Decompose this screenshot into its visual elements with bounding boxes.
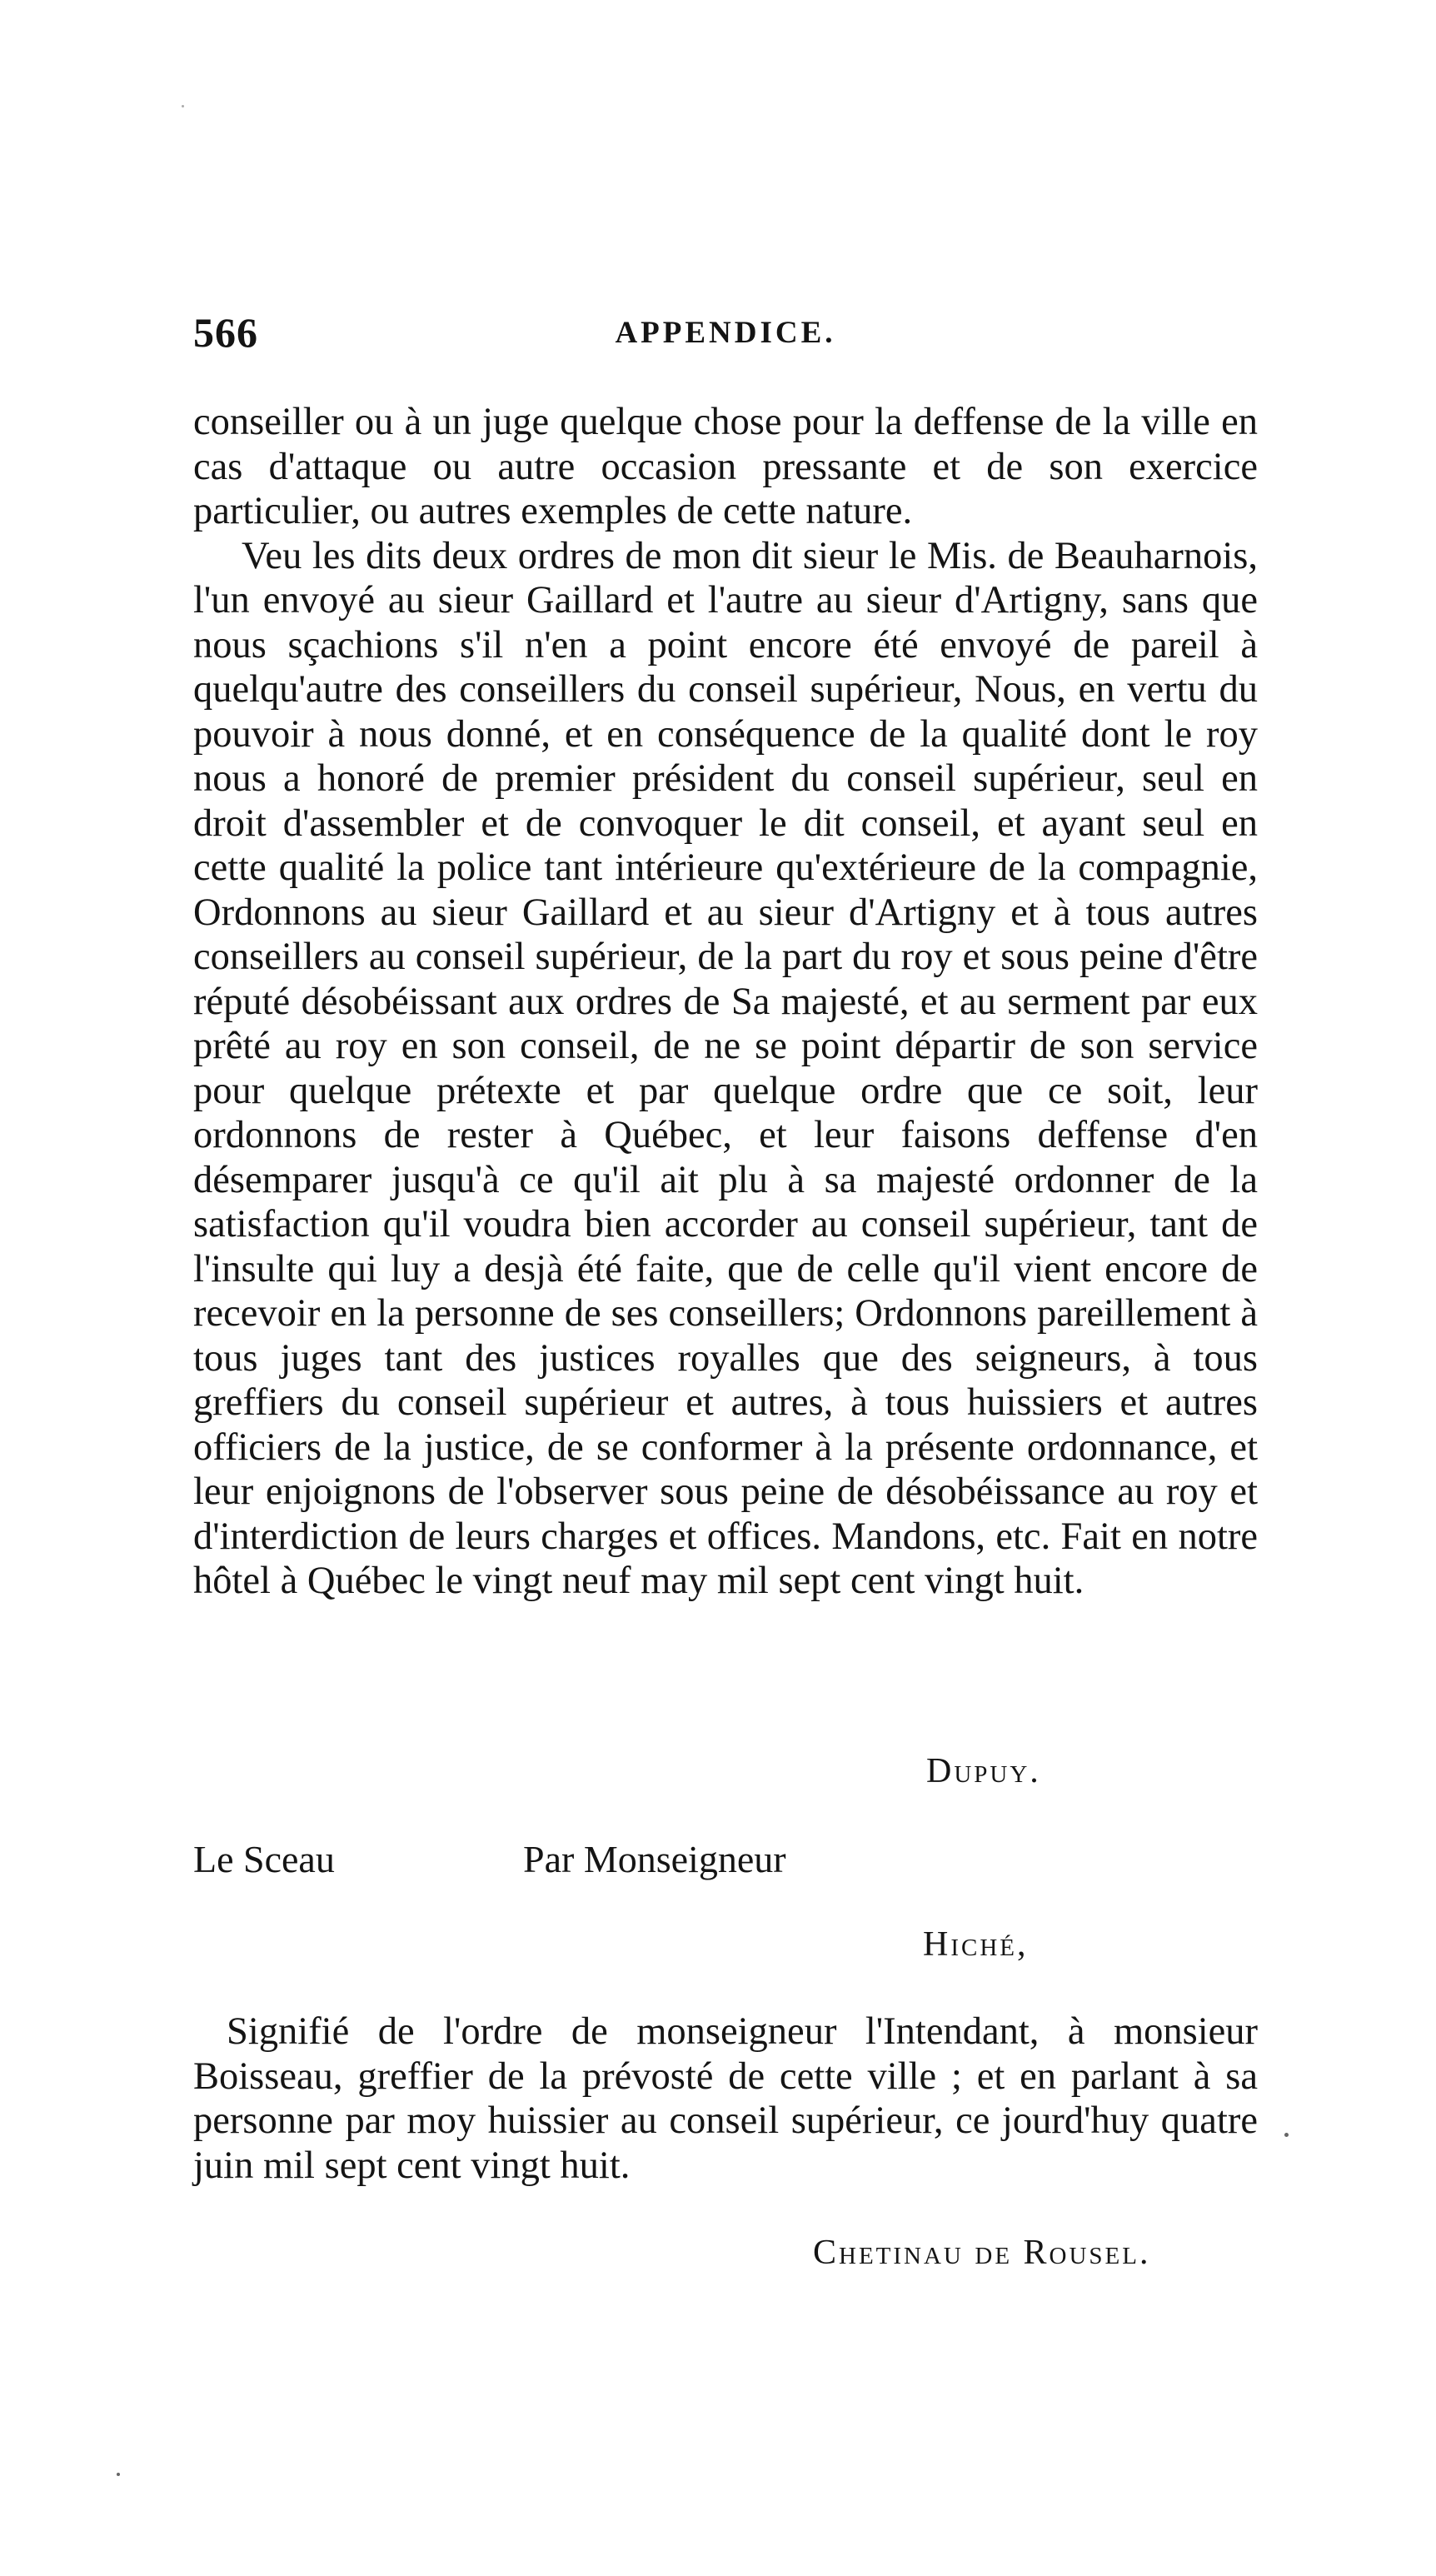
paragraph-2: Veu les dits deux ordres de mon dit sieur le Mis. de Beauharnois, l'un envoyé au sieur Gaillard et l'autre au sieur d'Artigny, sans que nous sçachions s'il n'en a point encore été envoyé de pareil à quelqu'autre des conseillers du conseil supérieur, Nous, en vertu du pouvoir à nous donné, et en conséquence de la qualité dont le roy nous a honoré de premier président du conseil supérieur, seul en droit d'assembler et de convoquer le dit conseil, et ayant seul en cette qualité la police tant intérieure qu'extérieure de la compagnie, Ordonnons au sieur Gaillard et au sieur d'Artigny et à tous autres conseillers au conseil supérieur, de la part du roy et sous peine d'être réputé désobéissant aux ordres de Sa majesté, et au serment par eux prêté au roy en son conseil, de ne se point départir de son service pour quelque prétexte et par quelque ordre que ce soit, leur ordonnons de rester à Québec, et leur faisons deffense d'en désemparer jusqu'à ce qu'il ait plu à sa majesté ordonner de la satisfaction qu'il voudra bien accorder au conseil supérieur, tant de l'insulte qui luy a desjà été faite, que de celle qu'il vient encore de recevoir en la personne de ses conseillers; Ordonnons pareillement à tous juges tant des justices royalles que des seigneurs, à tous greffiers du conseil supérieur et autres, à tous huissiers et autres officiers de la justice, de se conformer à la présente ordonnance, et leur enjoignons de l'observer sous peine de désobéissance au roy et d'interdiction de leurs charges et offices. Mandons, etc. Fait en notre hôtel à Québec le vingt neuf may mil sept cent vingt huit. [193, 534, 1258, 1602]
paragraph-1: conseiller ou à un juge quelque chose pour la deffense de la ville en cas d'attaque ou autre occasion pressante et de son exercice particulier, ou autres exemples de cette nature. [193, 401, 1258, 532]
seal-label: Le Sceau [193, 1838, 335, 1880]
page-header [193, 308, 1258, 358]
ink-speck [182, 105, 184, 107]
signature-dupuy: Dupuy. [926, 1752, 1041, 1790]
page-number: 566 [193, 309, 258, 356]
running-head: APPENDICE. [615, 316, 836, 350]
signature-hiche: Hiché, [923, 1925, 1029, 1964]
ink-speck [117, 2473, 120, 2476]
ink-speck [1284, 2133, 1289, 2137]
service-notice: Signifié de l'ordre de monseigneur l'Intendant, à monsieur Boisseau, greffier de la prévosté de cette ville ; et en parlant à sa personne par moy huissier au conseil supérieur, ce jourd'huy quatre juin mil sept cent vingt huit. [193, 2010, 1258, 2187]
par-monseigneur-label: Par Monseigneur [523, 1838, 786, 1880]
signature-chetinau-de-rousel: Chetinau de Rousel. [813, 2234, 1151, 2272]
main-text [193, 400, 1258, 1604]
